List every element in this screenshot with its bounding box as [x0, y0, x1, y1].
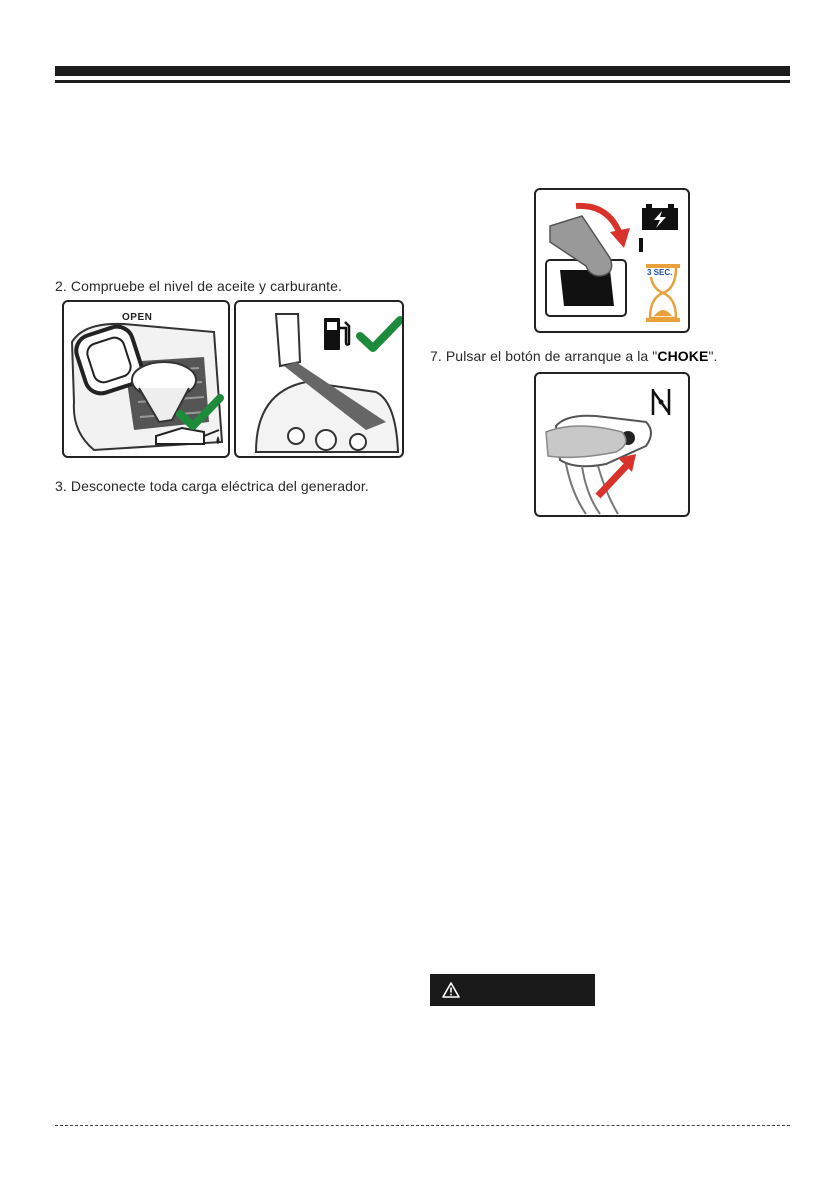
header-rule-thin: [55, 80, 790, 83]
fuel-check-illustration: [234, 300, 404, 458]
switch-press-illustration: [534, 188, 690, 333]
check-mark-icon: [356, 316, 404, 354]
footer-rule: [55, 1125, 790, 1126]
check-mark-icon: [176, 394, 224, 432]
choke-symbol-icon: [650, 386, 672, 418]
header-rule-thick: [55, 66, 790, 76]
step-2-text: 2. Compruebe el nivel de aceite y carburante.: [55, 278, 342, 294]
battery-charge-icon: [640, 202, 680, 232]
warning-triangle-icon: [442, 982, 460, 998]
step-3-text: 3. Desconecte toda carga eléctrica del generador.: [55, 478, 369, 494]
choke-button-illustration: [534, 372, 690, 517]
choke-keyword: CHOKE: [657, 348, 709, 364]
timer-label: 3 SEC.: [647, 268, 673, 277]
step-7-text: 7. Pulsar el botón de arranque a la "CHOKE".: [430, 348, 718, 364]
warning-banner: [430, 974, 595, 1006]
open-label: OPEN: [122, 312, 153, 323]
fuel-pump-icon: [322, 316, 352, 352]
oil-check-illustration: [62, 300, 230, 458]
